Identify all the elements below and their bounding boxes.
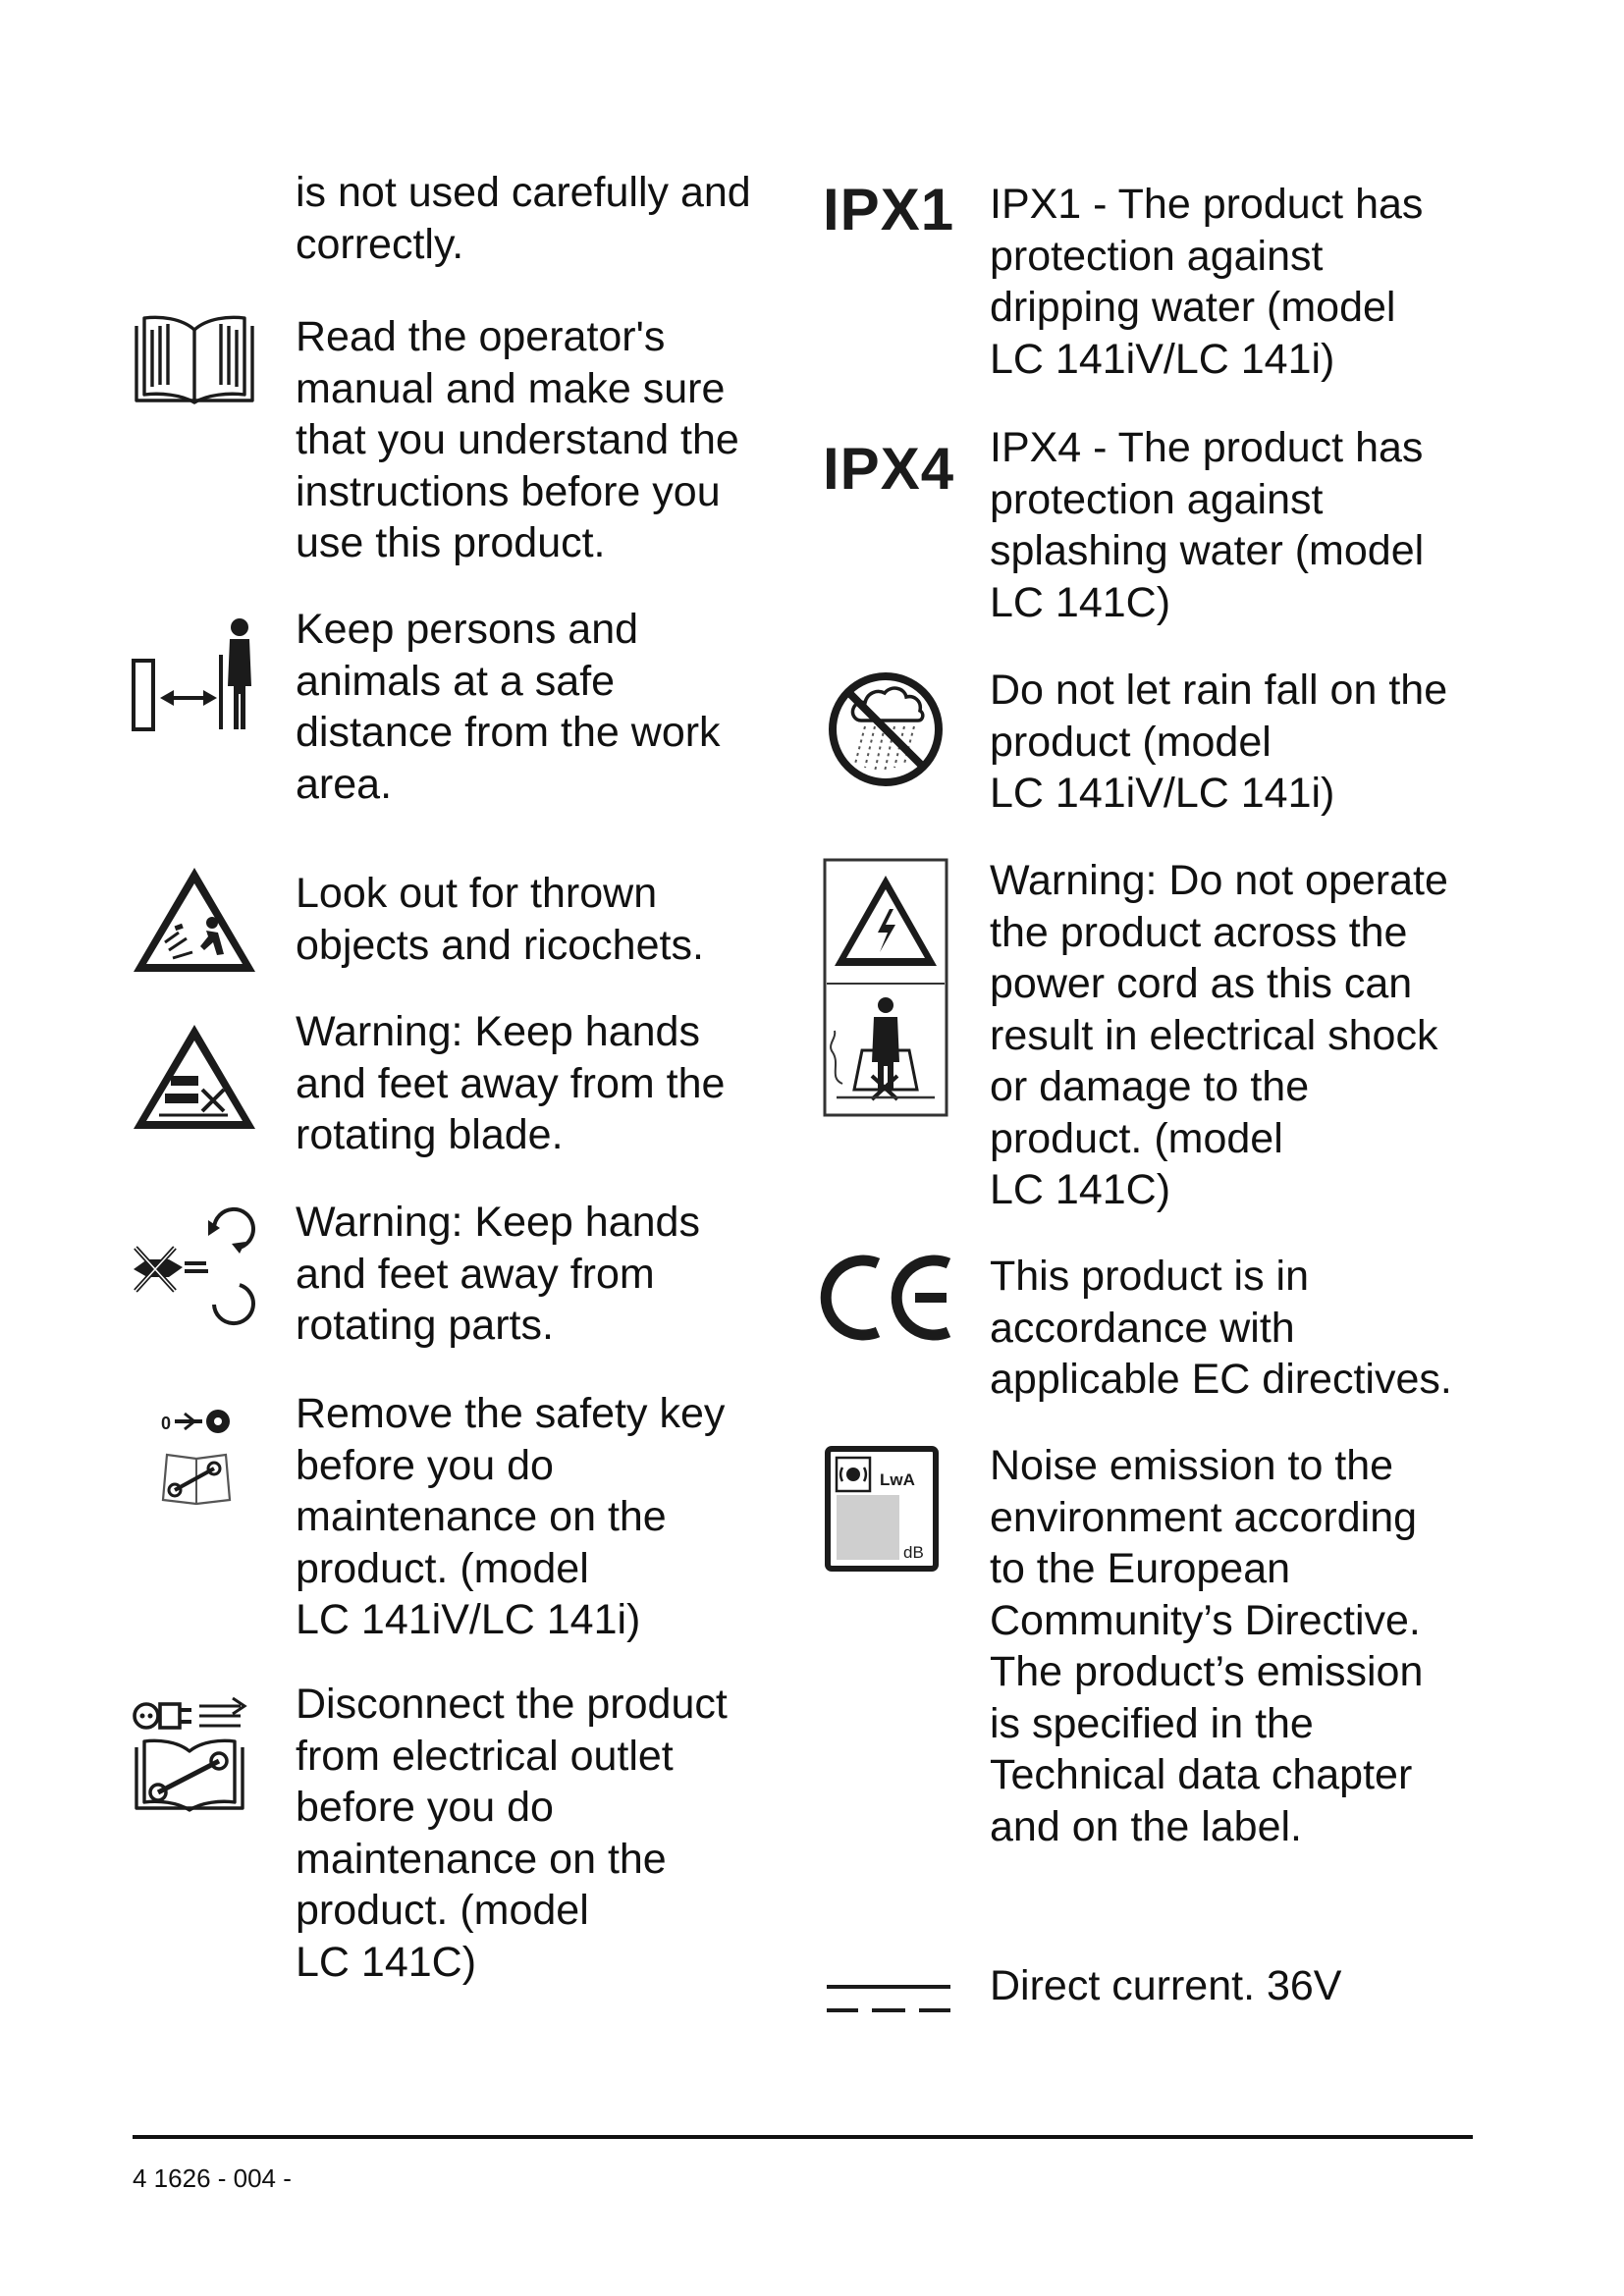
open-book-icon <box>131 312 258 402</box>
entry-text: Keep persons and animals at a safe distance from the work area. <box>296 606 721 808</box>
entry-text: Warning: Keep hands and feet away from rotating parts. <box>296 1199 700 1349</box>
thrown-objects-warning-icon <box>130 864 259 976</box>
entry-text: Warning: Do not operate the product across the power cord as this can result in electrical shock or damage to the product. (model LC 141C) <box>990 857 1448 1213</box>
no-rain-icon <box>826 669 946 789</box>
entry-text: Look out for thrown objects and ricochets. <box>296 870 704 969</box>
direct-current-icon <box>825 1981 952 2016</box>
entry-text: IPX4 - The product has protection against splashing water (model LC 141C) <box>990 424 1425 626</box>
entry-text: Disconnect the product from electrical outlet before you do maintenance on the product. (model LC 141C) <box>296 1681 728 1986</box>
ipx1-label: IPX1 <box>823 177 955 242</box>
entry-text: Noise emission to the environment according to the European Community’s Directive. The product’s emission is specified in the Technical data chapter and on the label. <box>990 1442 1424 1850</box>
entry-text: Remove the safety key before you do maintenance on the product. (model LC 141iV/LC 141i) <box>296 1390 726 1643</box>
rotating-parts-icon <box>130 1202 253 1328</box>
entry-text: IPX1 - The product has protection against dripping water (model LC 141iV/LC 141i) <box>990 181 1424 383</box>
rotating-blade-warning-icon <box>130 1021 259 1133</box>
ipx4-label: IPX4 <box>823 436 955 502</box>
footer-divider <box>133 2135 1473 2139</box>
noise-unit-label: dB <box>903 1543 924 1562</box>
safe-distance-icon <box>131 615 254 733</box>
entry-text: Read the operator's manual and make sure that you understand the instructions before you use this product. <box>296 313 739 566</box>
noise-emission-icon <box>825 1446 939 1572</box>
power-cord-warning-icon <box>823 858 948 1117</box>
svg-text:0: 0 <box>161 1414 172 1433</box>
safety-key-maintenance-icon <box>157 1406 236 1510</box>
entry-text: Warning: Keep hands and feet away from the rotating blade. <box>296 1008 726 1158</box>
entry-text: Direct current. 36V <box>990 1962 1342 2009</box>
page-reference: 4 1626 - 004 - <box>133 2163 292 2193</box>
noise-level-label: LwA <box>880 1470 915 1489</box>
entry-text: This product is in accordance with applicable EC directives. <box>990 1253 1452 1403</box>
entry-text: is not used carefully and correctly. <box>296 169 751 268</box>
unplug-maintenance-icon <box>131 1690 248 1814</box>
entry-text: Do not let rain fall on the product (model LC 141iV/LC 141i) <box>990 667 1448 817</box>
ce-mark-icon <box>823 1254 956 1342</box>
